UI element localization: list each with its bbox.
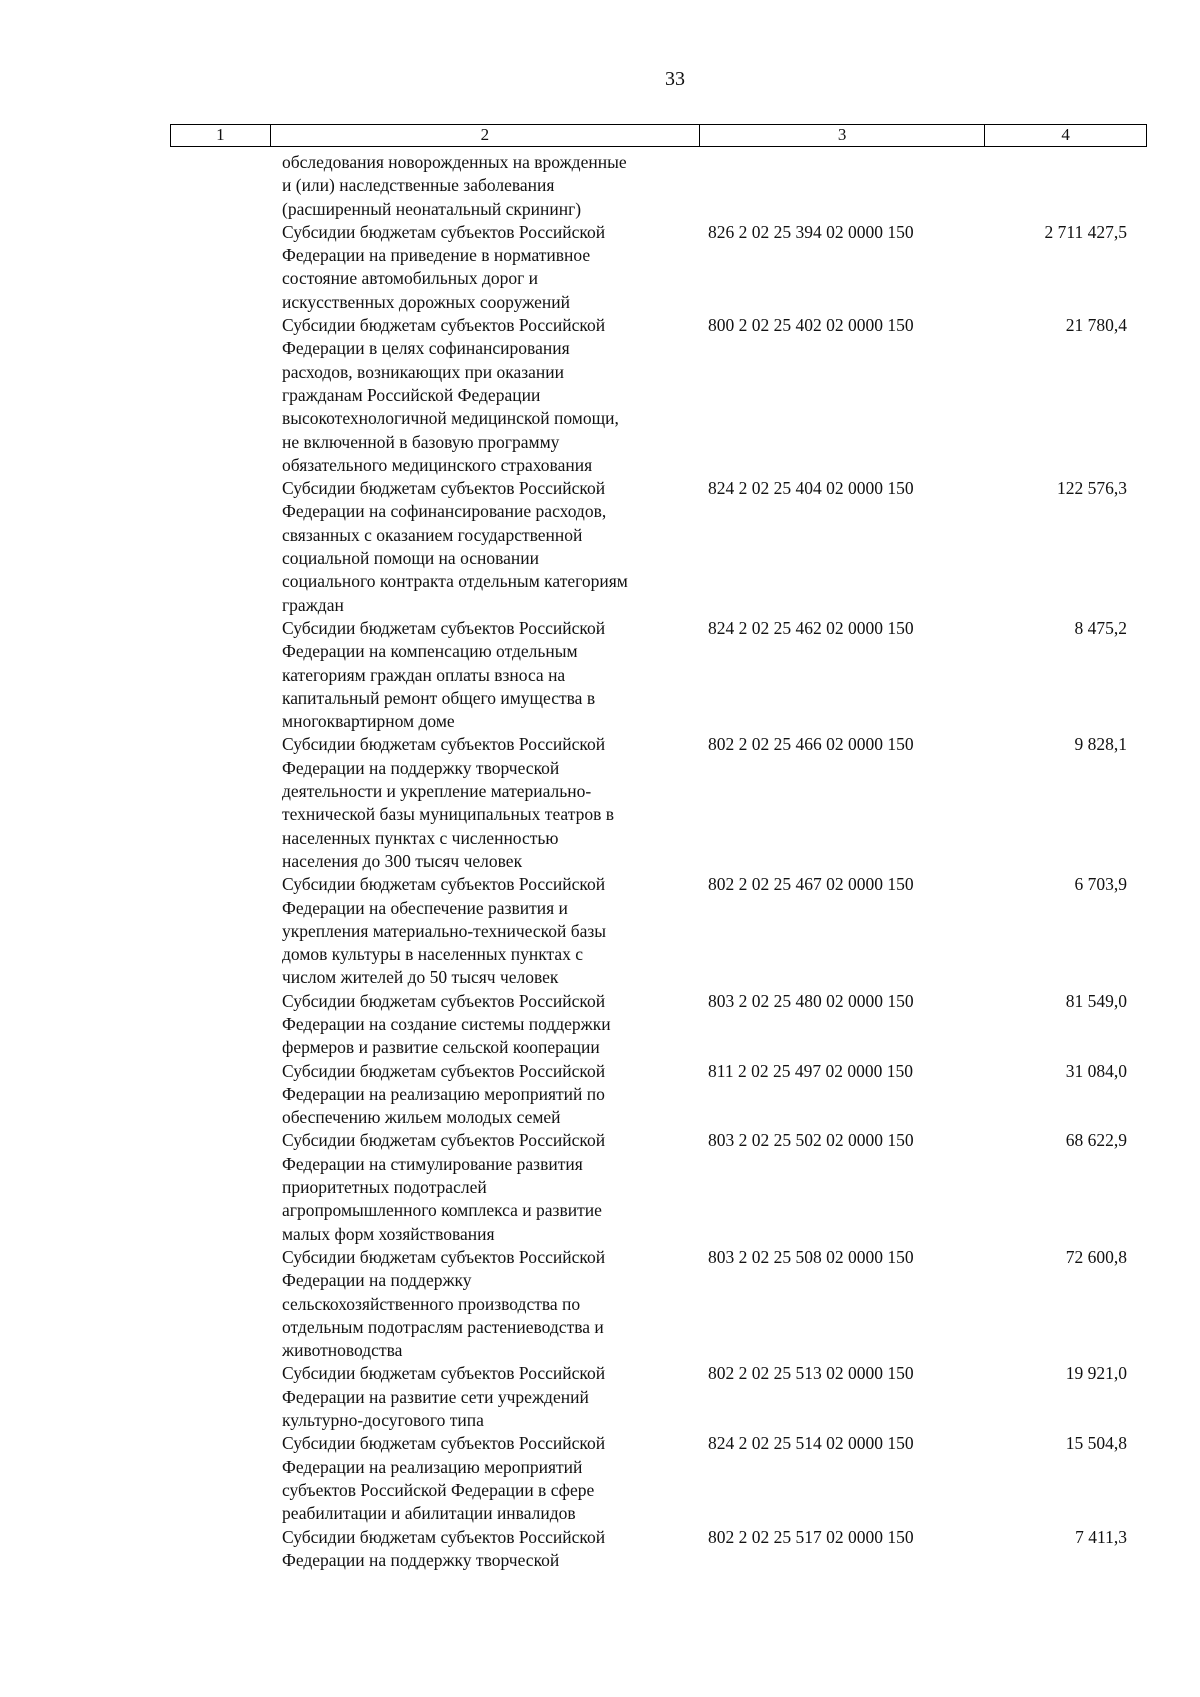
table-row xyxy=(282,151,1152,221)
table-row xyxy=(282,477,1152,617)
row-code: 802 2 02 25 467 02 0000 150 xyxy=(708,874,914,895)
table-body xyxy=(282,151,1152,1572)
row-name: Субсидии бюджетам субъектов Российской Федерации на стимулирование развития приоритетных подотраслей агропромышленного комплекса и развитие малых форм хозяйствования xyxy=(282,1130,606,1244)
row-code: 802 2 02 25 517 02 0000 150 xyxy=(708,1526,914,1547)
row-amount: 31 084,0 xyxy=(1065,1060,1127,1081)
table-row xyxy=(282,314,1152,477)
table-row xyxy=(282,1432,1152,1525)
row-name: Субсидии бюджетам субъектов Российской Федерации на поддержку творческой xyxy=(282,1526,606,1570)
row-code: 800 2 02 25 402 02 0000 150 xyxy=(708,315,914,336)
table-row xyxy=(282,1129,1152,1245)
table-row xyxy=(282,873,1152,989)
row-amount: 8 475,2 xyxy=(1074,617,1127,638)
row-code: 824 2 02 25 514 02 0000 150 xyxy=(708,1433,914,1454)
row-code: 803 2 02 25 508 02 0000 150 xyxy=(708,1246,914,1267)
row-amount: 122 576,3 xyxy=(1057,478,1127,499)
row-amount: 2 711 427,5 xyxy=(1044,221,1127,242)
row-code: 802 2 02 25 513 02 0000 150 xyxy=(708,1363,914,1384)
row-code: 811 2 02 25 497 02 0000 150 xyxy=(708,1060,913,1081)
row-amount: 68 622,9 xyxy=(1065,1130,1127,1151)
row-name: Субсидии бюджетам субъектов Российской Федерации на развитие сети учреждений культурно-досугового типа xyxy=(282,1363,606,1431)
row-amount: 15 504,8 xyxy=(1065,1433,1127,1454)
row-name: Субсидии бюджетам субъектов Российской Федерации на поддержку сельскохозяйственного производства по отдельным подотраслям растениеводства и животноводства xyxy=(282,1246,606,1361)
row-code: 824 2 02 25 462 02 0000 150 xyxy=(708,617,914,638)
row-name: Субсидии бюджетам субъектов Российской Федерации на реализацию мероприятий по обеспечению жильем молодых семей xyxy=(282,1060,606,1128)
row-name: Субсидии бюджетам субъектов Российской Федерации на приведение в нормативное состояние автомобильных дорог и искусственных дорожных сооружений xyxy=(282,221,606,312)
row-amount: 21 780,4 xyxy=(1065,315,1127,336)
row-code: 802 2 02 25 466 02 0000 150 xyxy=(708,734,914,755)
column-header-3: 3 xyxy=(700,125,985,146)
page-number: 33 xyxy=(665,68,685,90)
column-header-1: 1 xyxy=(171,125,271,146)
table-row xyxy=(282,1362,1152,1432)
table-row xyxy=(282,990,1152,1060)
column-header-4: 4 xyxy=(1061,125,1070,144)
row-name: Субсидии бюджетам субъектов Российской Федерации на обеспечение развития и укрепления материально-технической базы домов культуры в населенных пунктах с числом жителей до 50 тысяч человек xyxy=(282,874,607,988)
table-row xyxy=(282,1246,1152,1362)
row-name: Субсидии бюджетам субъектов Российской Федерации в целях софинансирования расходов, возникающих при оказании гражданам Российской Федерации высокотехнологичной медицинской помощи, не включенной в базовую программу обязательного медицинского страхования xyxy=(282,315,619,475)
row-amount: 7 411,3 xyxy=(1075,1526,1127,1547)
row-name: Субсидии бюджетам субъектов Российской Федерации на реализацию мероприятий субъектов Российской Федерации в сфере реабилитации и абилитации инвалидов xyxy=(282,1433,606,1524)
column-header-2: 2 xyxy=(271,125,700,146)
row-amount: 6 703,9 xyxy=(1074,874,1127,895)
row-amount: 19 921,0 xyxy=(1065,1363,1127,1384)
row-name: Субсидии бюджетам субъектов Российской Федерации на компенсацию отдельным категориям граждан оплаты взноса на капитальный ремонт общего имущества в многоквартирном доме xyxy=(282,617,606,732)
table-row xyxy=(282,1060,1152,1130)
row-name: обследования новорожденных на врожденные и (или) наследственные заболевания (расширенный неонатальный скрининг) xyxy=(282,152,627,219)
table-row xyxy=(282,733,1152,873)
row-code: 826 2 02 25 394 02 0000 150 xyxy=(708,221,914,242)
table-row xyxy=(282,617,1152,733)
row-name: Субсидии бюджетам субъектов Российской Федерации на поддержку творческой деятельности и укрепление материально- технической базы муниципальных театров в населенных пунктах с численностью населения до 300 тысяч человек xyxy=(282,734,614,871)
row-code: 803 2 02 25 480 02 0000 150 xyxy=(708,990,914,1011)
row-code: 803 2 02 25 502 02 0000 150 xyxy=(708,1130,914,1151)
table-row xyxy=(282,1526,1152,1573)
row-code: 824 2 02 25 404 02 0000 150 xyxy=(708,478,914,499)
row-name: Субсидии бюджетам субъектов Российской Федерации на софинансирование расходов, связанных с оказанием государственной социальной помощи на основании социального контракта отдельным категориям граждан xyxy=(282,478,628,615)
row-amount: 9 828,1 xyxy=(1074,734,1127,755)
row-amount: 81 549,0 xyxy=(1065,990,1127,1011)
table-row xyxy=(282,221,1152,314)
row-amount: 72 600,8 xyxy=(1065,1246,1127,1267)
table-header xyxy=(170,124,1147,147)
row-name: Субсидии бюджетам субъектов Российской Федерации на создание системы поддержки фермеров и развитие сельской кооперации xyxy=(282,990,611,1058)
